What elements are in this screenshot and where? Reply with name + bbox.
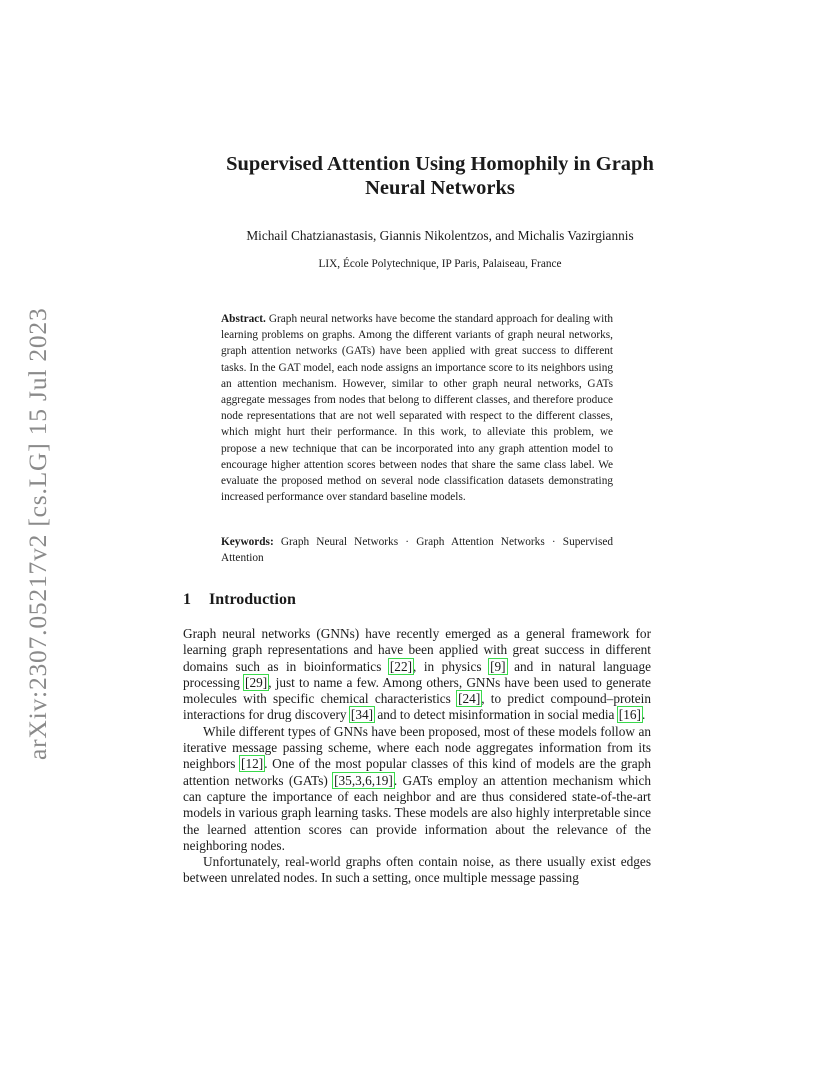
authors: Michail Chatzianastasis, Giannis Nikolentzos, and Michalis Vazirgiannis bbox=[246, 228, 634, 243]
paragraph-1 bbox=[183, 626, 651, 724]
title-line-2: Neural Networks bbox=[365, 177, 515, 199]
citation-link[interactable]: [16] bbox=[618, 707, 641, 723]
text-run: , just to name a few. Among others, GNNs have been used to generate molecules with specific chemical characteristics bbox=[183, 674, 651, 707]
text-run: . One of the most popular classes of this kind of models are the graph attention networks (GATs) bbox=[183, 756, 652, 788]
affiliation: LIX, École Polytechnique, IP Paris, Palaiseau, France bbox=[318, 258, 562, 270]
keywords bbox=[221, 534, 613, 566]
citation-link[interactable]: [24] bbox=[458, 691, 481, 707]
keywords-label: Keywords: bbox=[221, 536, 274, 548]
text-run: . GATs employ an attention mechanism which can capture the importance of each neighbor and are thus considered state-of-the-art models in various graph learning tasks. These models are also highly interpretable since the learned attention scores can provide information about the relevance of the neighboring nodes. bbox=[183, 772, 651, 853]
text-run: While different types of GNNs have been proposed, most of these models follow an iterative message passing scheme, where each node aggregates information from its neighbors bbox=[183, 723, 651, 772]
citation-link[interactable]: [35,3,6,19] bbox=[334, 772, 393, 788]
arxiv-identifier: arXiv:2307.05217v2 [cs.LG] 15 Jul 2023 bbox=[23, 307, 52, 760]
section-number: 1 bbox=[183, 591, 191, 608]
title-line-1: Supervised Attention Using Homophily in Graph bbox=[226, 153, 654, 175]
abstract-label: Abstract. bbox=[221, 313, 266, 325]
paper-title bbox=[140, 152, 740, 200]
citation-link[interactable]: [9] bbox=[490, 658, 506, 674]
keywords-text: Graph Neural Networks · Graph Attention Networks · Supervised Attention bbox=[221, 536, 613, 565]
section-heading-introduction bbox=[183, 591, 296, 609]
paragraph-3: Unfortunately, real-world graphs often contain noise, as there usually exist edges between unrelated nodes. In such a setting, once multiple message passing bbox=[183, 854, 651, 886]
citation-link[interactable]: [29] bbox=[245, 674, 268, 690]
text-run: , in physics bbox=[413, 658, 490, 674]
section-title: Introduction bbox=[209, 591, 296, 608]
text-run: and to detect misinformation in social media bbox=[374, 707, 618, 723]
citation-link[interactable]: [22] bbox=[389, 658, 413, 674]
abstract bbox=[221, 311, 613, 505]
introduction-body bbox=[183, 626, 651, 887]
paragraph-2 bbox=[183, 724, 651, 854]
text-run: and in natural language processing bbox=[183, 658, 652, 690]
text-run: , to predict compound–protein interactions for drug discovery bbox=[183, 691, 651, 723]
abstract-text: Graph neural networks have become the standard approach for dealing with learning problems on graphs. Among the different variants of graph neural networks, graph attention networks (GATs) have been applied with great success to different tasks. In the GAT model, each node assigns an importance score to its neighbors using an attention mechanism. However, similar to other graph neural networks, GATs aggregate messages from nodes that belong to different classes, and therefore produce node representations that are not well separated with respect to the different classes, which might hurt their performance. In this work, to alleviate this problem, we propose a new technique that can be incorporated into any graph attention model to encourage higher attention scores between nodes that share the same class label. We evaluate the proposed method on several node classification datasets demonstrating increased performance over standard baseline models. bbox=[221, 313, 613, 504]
text-run: Graph neural networks (GNNs) have recently emerged as a general framework for learning graph representations and have been applied with great success in different domains such as in bioinformatics bbox=[183, 626, 651, 674]
citation-link[interactable]: [12] bbox=[241, 756, 264, 772]
text-run: . bbox=[641, 707, 646, 723]
citation-link[interactable]: [34] bbox=[350, 707, 374, 723]
